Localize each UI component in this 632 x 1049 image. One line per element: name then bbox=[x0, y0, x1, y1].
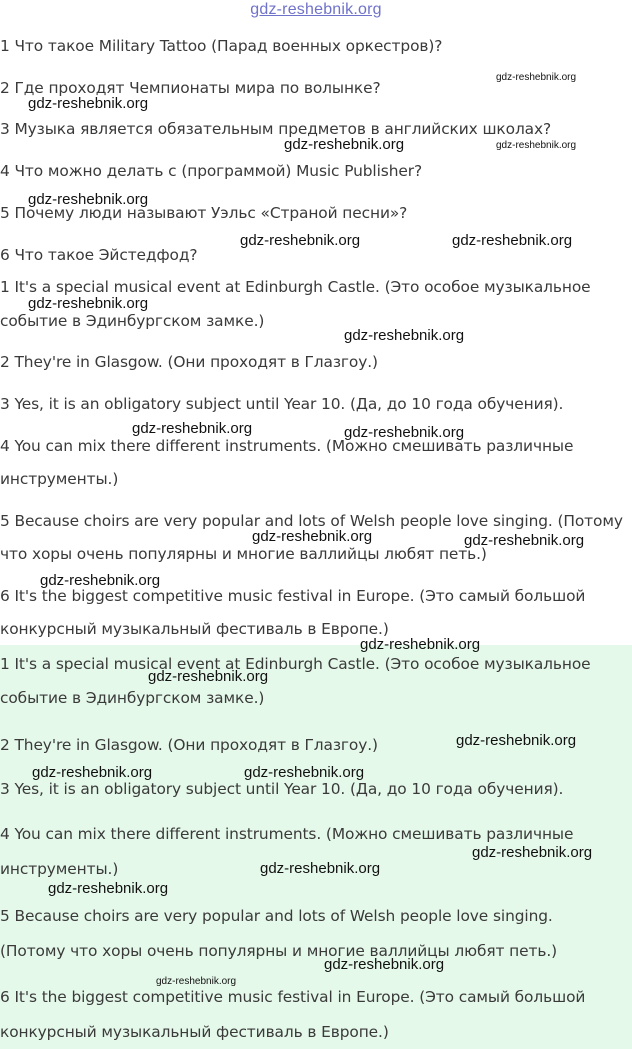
watermark: gdz-reshebnik.org bbox=[344, 424, 465, 441]
watermark: gdz-reshebnik.org bbox=[28, 191, 149, 208]
highlighted-answer-line: 1 It's a special musical event at Edinburgh Castle. (Это особое музыкальное bbox=[0, 655, 591, 673]
answer-line: 1 It's a special musical event at Edinburgh Castle. (Это особое музыкальное bbox=[0, 278, 591, 296]
answer-line: 3 Yes, it is an obligatory subject until Year 10. (Да, до 10 года обучения). bbox=[0, 395, 564, 413]
highlighted-answer-line: 5 Because choirs are very popular and lots of Welsh people love singing. bbox=[0, 907, 553, 925]
highlighted-answer-line: 3 Yes, it is an obligatory subject until Year 10. (Да, до 10 года обучения). bbox=[0, 780, 564, 798]
answer-line: инструменты.) bbox=[0, 470, 119, 488]
watermark: gdz-reshebnik.org bbox=[244, 764, 365, 781]
watermark: gdz-reshebnik.org bbox=[48, 880, 169, 897]
answer-line: 5 Because choirs are very popular and lots of Welsh people love singing. (Потому bbox=[0, 512, 623, 530]
answer-line: 2 They're in Glasgow. (Они проходят в Глазгоу.) bbox=[0, 353, 378, 371]
watermark: gdz-reshebnik.org bbox=[28, 295, 149, 312]
answer-line: конкурсный музыкальный фестиваль в Европе.) bbox=[0, 620, 389, 638]
watermark: gdz-reshebnik.org bbox=[260, 860, 381, 877]
highlighted-answer-line: инструменты.) bbox=[0, 860, 119, 878]
watermark: gdz-reshebnik.org bbox=[456, 732, 577, 749]
watermark: gdz-reshebnik.org bbox=[344, 327, 465, 344]
watermark: gdz-reshebnik.org bbox=[496, 72, 577, 83]
highlighted-answer-line: конкурсный музыкальный фестиваль в Европе.) bbox=[0, 1023, 389, 1041]
highlighted-answer-line: 2 They're in Glasgow. (Они проходят в Глазгоу.) bbox=[0, 736, 378, 754]
watermark: gdz-reshebnik.org bbox=[40, 572, 161, 589]
answer-line: событие в Эдинбургском замке.) bbox=[0, 312, 265, 330]
watermark: gdz-reshebnik.org bbox=[324, 956, 445, 973]
watermark: gdz-reshebnik.org bbox=[240, 232, 361, 249]
watermark: gdz-reshebnik.org bbox=[452, 232, 573, 249]
highlighted-answer-line: 4 You can mix there different instruments. (Можно смешивать различные bbox=[0, 825, 574, 843]
watermark: gdz-reshebnik.org bbox=[496, 140, 577, 151]
question-4: 4 Что можно делать с (программой) Music Publisher? bbox=[0, 162, 423, 180]
question-2: 2 Где проходят Чемпионаты мира по волынке? bbox=[0, 79, 381, 97]
watermark: gdz-reshebnik.org bbox=[148, 668, 269, 685]
watermark: gdz-reshebnik.org bbox=[156, 976, 237, 987]
watermark: gdz-reshebnik.org bbox=[472, 844, 593, 861]
question-3: 3 Музыка является обязательным предметов в английских школах? bbox=[0, 120, 552, 138]
watermark: gdz-reshebnik.org bbox=[464, 532, 585, 549]
answer-line: 6 It's the biggest competitive music festival in Europe. (Это самый большой bbox=[0, 587, 586, 605]
question-5: 5 Почему люди называют Уэльс «Страной песни»? bbox=[0, 204, 408, 222]
highlighted-answer-line: (Потому что хоры очень популярны и многие валлийцы любят петь.) bbox=[0, 942, 558, 960]
watermark: gdz-reshebnik.org bbox=[360, 636, 481, 653]
answer-line: 4 You can mix there different instruments. (Можно смешивать различные bbox=[0, 437, 574, 455]
highlighted-answer-line: событие в Эдинбургском замке.) bbox=[0, 689, 265, 707]
question-6: 6 Что такое Эйстедфод? bbox=[0, 246, 198, 264]
watermark: gdz-reshebnik.org bbox=[284, 136, 405, 153]
highlighted-answer-line: 6 It's the biggest competitive music festival in Europe. (Это самый большой bbox=[0, 988, 586, 1006]
watermark: gdz-reshebnik.org bbox=[132, 420, 253, 437]
watermark: gdz-reshebnik.org bbox=[252, 528, 373, 545]
watermark: gdz-reshebnik.org bbox=[28, 95, 149, 112]
answer-line: что хоры очень популярны и многие валлийцы любят петь.) bbox=[0, 545, 487, 563]
site-header-link[interactable]: gdz-reshebnik.org bbox=[250, 1, 382, 18]
watermark: gdz-reshebnik.org bbox=[32, 764, 153, 781]
question-1: 1 Что такое Military Tattoo (Парад военных оркестров)? bbox=[0, 37, 443, 55]
